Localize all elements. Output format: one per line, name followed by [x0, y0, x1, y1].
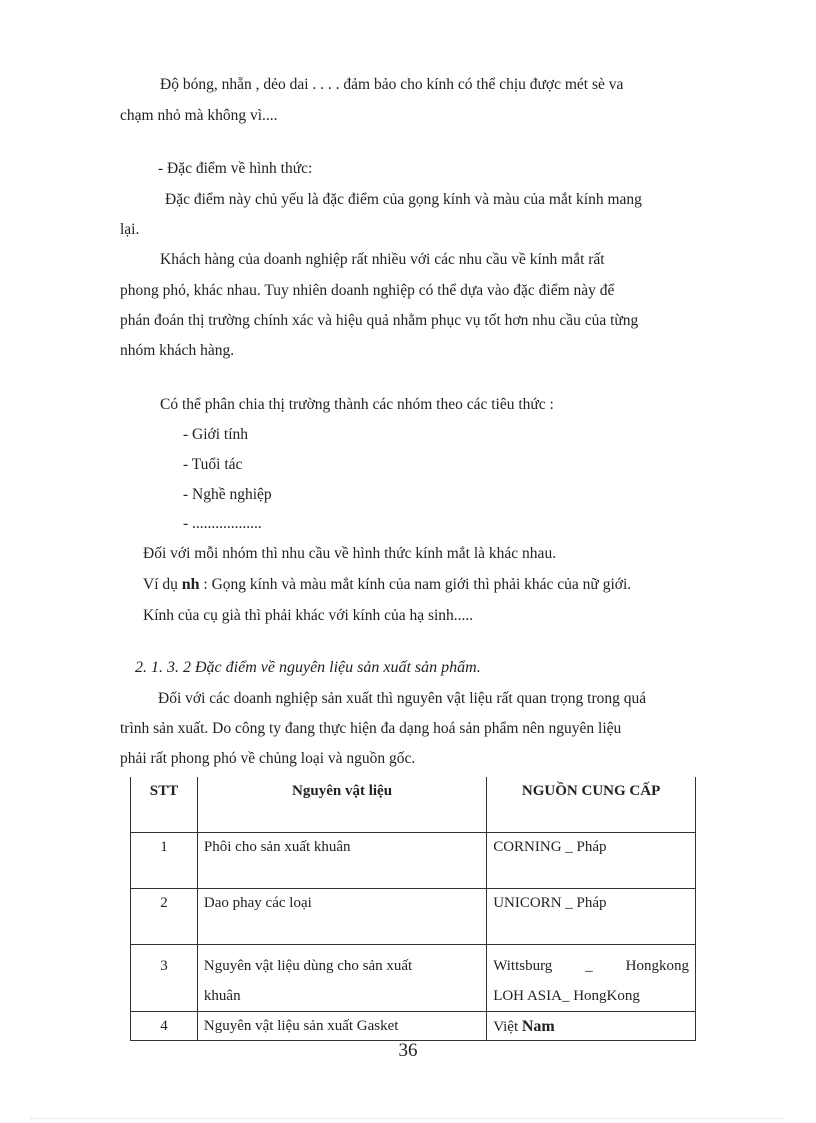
example-text: : Gọng kính và màu mắt kính của nam giới thì phải khác của nữ giới. — [203, 576, 632, 593]
paragraph-line: Khách hàng của doanh nghiệp rất nhiều với các nhu cầu về kính mắt rất — [160, 251, 605, 268]
cell-stt: 3 — [131, 945, 198, 1012]
list-item: - Tuổi tác — [183, 456, 243, 473]
table-row — [131, 889, 696, 945]
paragraph-line: Đặc điểm này chủ yếu là đặc điểm của gọng kính và màu của mắt kính mang — [165, 191, 642, 208]
cell-source: UNICORN _ Pháp — [487, 889, 696, 945]
material-line-1 — [204, 951, 480, 981]
paragraph-line: Có thể phân chia thị trường thành các nhóm theo các tiêu thức : — [160, 396, 554, 413]
example-bold: nh — [181, 576, 200, 593]
paragraph-line: phải rất phong phó về chủng loại và nguồn gốc. — [120, 750, 416, 767]
cell-material: Nguyên vật liệu sản xuất Gasket — [197, 1012, 486, 1041]
cell-stt: 2 — [131, 889, 198, 945]
cell-material — [197, 945, 486, 1012]
subsection-title: - Đặc điểm về hình thức: — [158, 160, 313, 177]
page-number: 36 — [398, 1040, 418, 1061]
list-item: - Nghề nghiệp — [183, 486, 272, 503]
cell-material: Dao phay các loại — [197, 889, 486, 945]
cell-source — [487, 1012, 696, 1041]
table-row — [131, 833, 696, 889]
cell-material: Phôi cho sản xuất khuân — [197, 833, 486, 889]
list-item: - .................. — [183, 515, 262, 532]
paragraph-line: lại. — [120, 221, 140, 238]
paragraph-line: nhóm khách hàng. — [120, 342, 235, 359]
header-stt: STT — [131, 777, 198, 833]
cell-stt: 1 — [131, 833, 198, 889]
paragraph-line: Độ bóng, nhẵn , dẻo dai . . . . đảm bảo cho kính có thể chịu được mét sè va — [160, 76, 624, 93]
source-line-1 — [493, 951, 689, 981]
paragraph-line: Kính của cụ già thì phải khác với kính của hạ sinh..... — [143, 607, 474, 624]
header-material: Nguyên vật liệu — [197, 777, 486, 833]
source-c: Hongkong — [625, 958, 689, 974]
paragraph-line: chạm nhỏ mà không vì.... — [120, 107, 278, 124]
table-header-row — [131, 777, 696, 833]
source-line-2: LOH ASIA_ HongKong — [493, 988, 640, 1004]
section-heading: 2. 1. 3. 2 Đặc điểm về nguyên liệu sản xuất sản phẩm. — [135, 659, 481, 676]
paragraph-line: Đối với mỗi nhóm thì nhu cầu về hình thức kính mắt là khác nhau. — [143, 545, 557, 562]
cell-stt: 4 — [131, 1012, 198, 1041]
cell-source: CORNING _ Pháp — [487, 833, 696, 889]
table-row — [131, 1012, 696, 1041]
header-source: NGUỒN CUNG CẤP — [487, 777, 696, 833]
paragraph-line: phong phó, khác nhau. Tuy nhiên doanh nghiệp có thể dựa vào đặc điểm này để — [120, 282, 615, 299]
page-bottom-divider — [30, 1118, 786, 1119]
example-prefix: Ví dụ — [143, 576, 178, 593]
table-row — [131, 945, 696, 1012]
material-line-1-text: Nguyên vật liệu dùng cho sản xuất — [203, 958, 413, 974]
paragraph-line: trình sản xuất. Do công ty đang thực hiện đa dạng hoá sản phẩm nên nguyên liệu — [120, 720, 622, 737]
source-a: Wittsburg — [493, 958, 553, 974]
source-bold: Nam — [521, 1018, 555, 1035]
materials-table — [130, 777, 696, 1041]
material-line-2: khuân — [203, 988, 241, 1004]
paragraph-line — [143, 576, 631, 594]
source-prefix: Việt — [493, 1019, 519, 1035]
source-b: _ — [585, 958, 593, 974]
paragraph-line: Đối với các doanh nghiệp sản xuất thì nguyên vật liệu rất quan trọng trong quá — [158, 690, 647, 707]
list-item: - Giới tính — [183, 426, 249, 443]
cell-source — [487, 945, 696, 1012]
paragraph-line: phán đoán thị trường chính xác và hiệu quả nhằm phục vụ tốt hơn nhu cầu của từng — [120, 312, 639, 329]
